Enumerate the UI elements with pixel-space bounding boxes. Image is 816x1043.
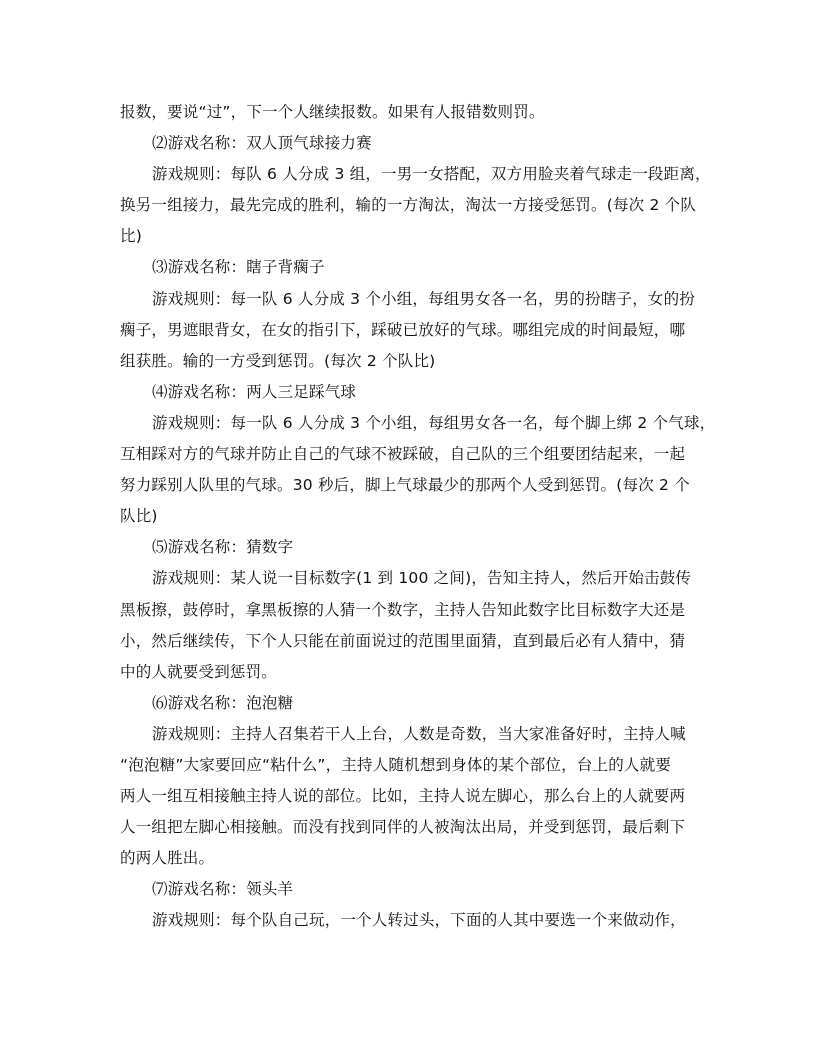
text-line: ⑷游戏名称：两人三足踩气球	[152, 382, 357, 401]
text-line: ⑺游戏名称：领头羊	[152, 880, 294, 899]
text-line: 努力踩别人队里的气球。30 秒后，脚上气球最少的那两个人受到惩罚。(每次 2 个	[120, 476, 690, 495]
text-line: 黑板擦，鼓停时，拿黑板擦的人猜一个数字，主持人告知此数字比目标数字大还是	[120, 600, 686, 619]
text-line: “泡泡糖”大家要回应“粘什么”，主持人随机想到身体的某个部位，台上的人就要	[120, 755, 672, 774]
text-line: 人一组把左脚心相接触。而没有找到同伴的人被淘汰出局，并受到惩罚，最后剩下	[120, 818, 686, 837]
text-line: 的两人胜出。	[120, 849, 215, 868]
text-line: 队比)	[120, 507, 158, 526]
text-line: ⑹游戏名称：泡泡糖	[152, 693, 294, 712]
text-line: 比)	[120, 227, 142, 246]
text-line: 瘸子，男遮眼背女，在女的指引下，踩破已放好的气球。哪组完成的时间最短，哪	[120, 320, 686, 339]
text-line: 报数，要说“过”，下一个人继续报数。如果有人报错数则罚。	[120, 103, 545, 121]
text-line: 游戏规则：某人说一目标数字(1 到 100 之间)，告知主持人，然后开始击鼓传	[152, 569, 692, 588]
text-line: ⑵游戏名称：双人顶气球接力赛	[152, 134, 372, 153]
text-line: 游戏规则：主持人召集若干人上台，人数是奇数，当大家准备好时，主持人喊	[152, 724, 686, 743]
text-line: 两人一组互相接触主持人说的部位。比如，主持人说左脚心，那么台上的人就要两	[120, 787, 686, 806]
text-line: 组获胜。输的一方受到惩罚。(每次 2 个队比)	[120, 351, 436, 370]
text-line: ⑸游戏名称：猜数字	[152, 538, 294, 557]
text-line: 游戏规则：每一队 6 人分成 3 个小组，每组男女各一名，每个脚上绑 2 个气球，	[152, 413, 716, 432]
text-line: 游戏规则：每队 6 人分成 3 组，一男一女搭配，双方用脸夹着气球走一段距离，	[152, 165, 711, 184]
document-body	[120, 97, 716, 937]
text-line: ⑶游戏名称：瞎子背瘸子	[152, 258, 325, 277]
text-line: 中的人就要受到惩罚。	[120, 662, 278, 681]
text-line: 换另一组接力，最先完成的胜利，输的一方淘汰，淘汰一方接受惩罚。(每次 2 个队	[120, 196, 697, 215]
text-line: 游戏规则：每个队自己玩，一个人转过头，下面的人其中要选一个来做动作，	[152, 911, 686, 930]
text-line: 互相踩对方的气球并防止自己的气球不被踩破，自己队的三个组要团结起来，一起	[120, 445, 686, 464]
text-line: 游戏规则：每一队 6 人分成 3 个小组，每组男女各一名，男的扮瞎子，女的扮	[152, 289, 696, 308]
text-line: 小，然后继续传，下个人只能在前面说过的范围里面猜，直到最后必有人猜中，猜	[120, 631, 686, 650]
